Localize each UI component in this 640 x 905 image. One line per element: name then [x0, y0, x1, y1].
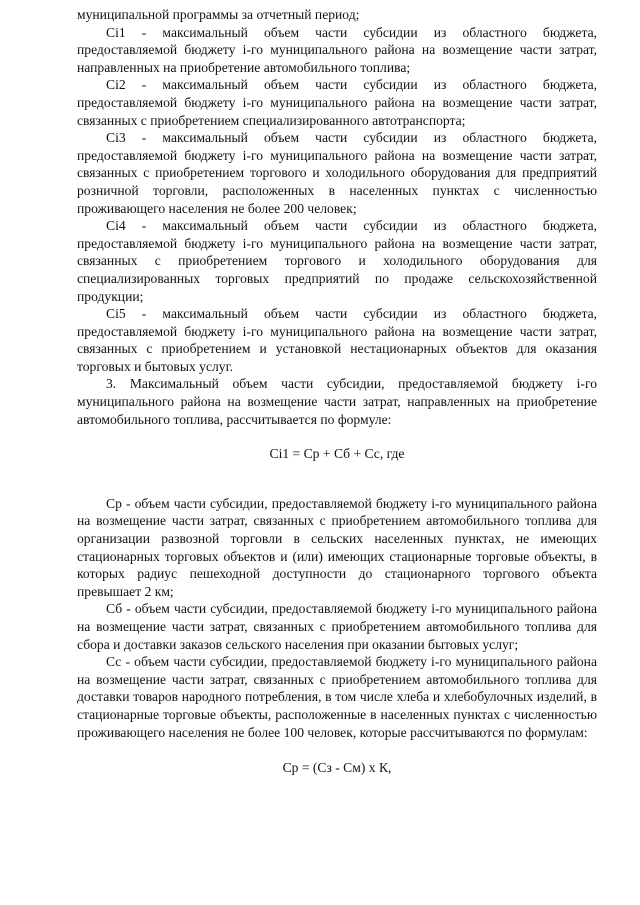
document-page — [77, 6, 597, 777]
paragraph-top-fragment: муниципальной программы за отчетный период; — [77, 7, 360, 22]
definition-ci1: Ci1 - максимальный объем части субсидии из областного бюджета, предоставляемой бюджету i-го муниципального района на возмещение части затрат, направленных на приобретение автомобильного топлива; — [77, 24, 597, 75]
definition-ci4: Ci4 - максимальный объем части субсидии из областного бюджета, предоставляемой бюджету i-го муниципального района на возмещение части затрат, связанных с приобретением торгового и холодильного оборудования для специализированных торговых предприятий по продаже сельскохозяйственной продукции; — [77, 218, 597, 304]
definition-ci2: Ci2 - максимальный объем части субсидии из областного бюджета, предоставляемой бюджету i-го муниципального района на возмещение части затрат, связанных с приобретением специализированного автотранспорта; — [77, 77, 597, 128]
formula-cr: Ср = (Сз - См) x К, — [282, 760, 392, 776]
definition-cc: Сс - объем части субсидии, предоставляемой бюджету i-го муниципального района на возмещение части затрат, связанных с приобретением автомобильного топлива для доставки товаров народного потребления, в том числе хлеба и хлебобулочных изделий, в стационарные торговые объекты, расположенные в населенных пунктах с численностью проживающего населения не более 100 человек, которые рассчитываются по формулам: — [77, 654, 597, 740]
formula-ci1: Ci1 = Ср + Сб + Сс, где — [269, 446, 405, 462]
definition-ci5: Ci5 - максимальный объем части субсидии из областного бюджета, предоставляемой бюджету i-го муниципального района на возмещение части затрат, связанных с приобретением и установкой нестационарных объектов для оказания торговых и бытовых услуг. — [77, 306, 597, 374]
definition-cr: Ср - объем части субсидии, предоставляемой бюджету i-го муниципального района на возмещение части затрат, связанных с приобретением автомобильного топлива для организации развозной торговли в сельских населенных пунктах, не имеющих стационарных торговых объектов и (или) имеющих стационарные торговые объекты, в которых радиус пешеходной доступности до стационарного торгового объекта превышает 2 км; — [77, 495, 597, 599]
paragraph-point-3: 3. Максимальный объем части субсидии, предоставляемой бюджету i-го муниципального района на возмещение части затрат, направленных на приобретение автомобильного топлива, рассчитывается по формуле: — [77, 376, 597, 427]
definition-cb: Сб - объем части субсидии, предоставляемой бюджету i-го муниципального района на возмещение части затрат, связанных с приобретением автомобильного топлива для сбора и доставки заказов сельского населения при оказании бытовых услуг; — [77, 601, 597, 652]
definition-ci3: Ci3 - максимальный объем части субсидии из областного бюджета, предоставляемой бюджету i-го муниципального района на возмещение части затрат, связанных с приобретением торгового и холодильного оборудования для предприятий розничной торговли, расположенных в населенных пунктах с численностью проживающего населения не более 200 человек; — [77, 130, 597, 216]
